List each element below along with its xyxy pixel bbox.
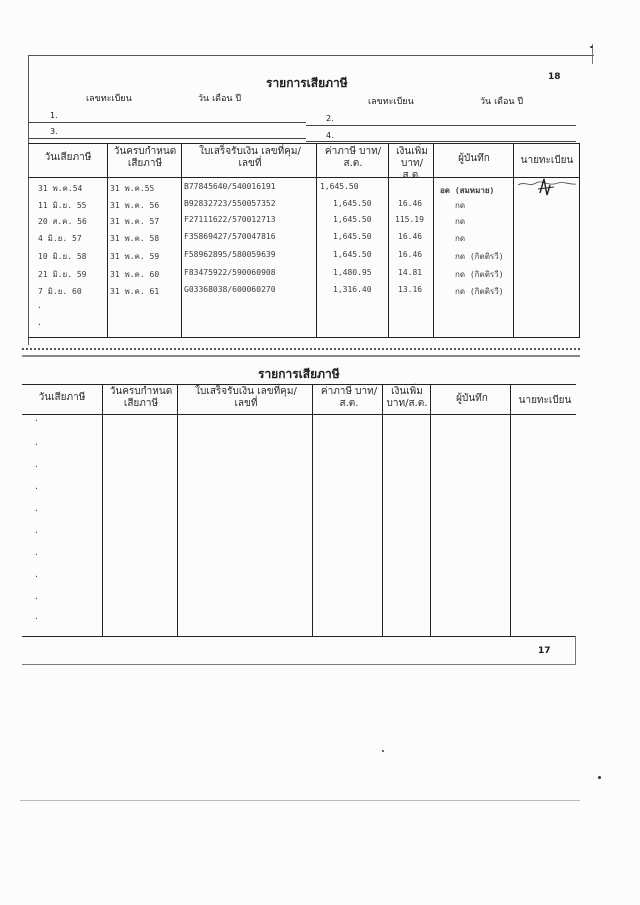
col-registrar: นายทะเบียน xyxy=(518,395,572,406)
row-surcharge: 16.46 xyxy=(398,250,423,259)
scan-speck xyxy=(382,750,384,752)
row-tax-date: 20 ส.ค. 56 xyxy=(38,217,87,226)
col-recorder: ผู้บันทึก xyxy=(456,393,488,404)
row-tax-date: 7 มิ.ย. 60 xyxy=(38,287,82,296)
row-tax: 1,645.50 xyxy=(320,182,359,191)
registrar-signature xyxy=(514,175,580,201)
col-due-date: วันครบกำหนด เสียภาษี xyxy=(109,386,173,409)
reg-label-1: เลขทะเบียน xyxy=(86,94,132,104)
col-tax-date: วันเสียภาษี xyxy=(44,152,92,163)
row-receipt: F58962895/580059639 xyxy=(184,250,276,259)
item-line-2 xyxy=(306,125,576,126)
scan-speck xyxy=(590,46,593,48)
page-number-top: 18 xyxy=(548,72,561,82)
page-number-bottom: 17 xyxy=(538,646,551,656)
row-tax: 1,645.50 xyxy=(333,215,372,224)
row-marker: · xyxy=(34,550,39,559)
item-2: 2. xyxy=(326,114,334,123)
item-1: 1. xyxy=(50,111,58,120)
row-recorder: กด xyxy=(455,217,466,226)
row-surcharge: 16.46 xyxy=(398,199,423,208)
divider-line xyxy=(22,355,580,356)
row-marker: · xyxy=(34,506,39,515)
item-line-1 xyxy=(28,122,306,123)
col-tax-amount: ค่าภาษี บาท/ส.ต. xyxy=(324,146,382,169)
top-section-title: รายการเสียภาษี xyxy=(266,76,348,90)
row-tax: 1,645.50 xyxy=(333,250,372,259)
row-marker: · xyxy=(34,484,39,493)
row-marker: · xyxy=(34,416,39,425)
scan-speck xyxy=(598,776,601,779)
row-due-date: 31 พ.ค. 60 xyxy=(110,270,160,279)
page-faint-line xyxy=(20,800,580,801)
col-surcharge: เงินเพิ่ม บาท/ส.ต. xyxy=(396,146,428,181)
row-marker: · xyxy=(37,320,42,329)
row-tax-date: 21 มิ.ย. 59 xyxy=(38,270,87,279)
row-receipt: B92832723/550057352 xyxy=(184,199,276,208)
bottom-frame-edge xyxy=(575,636,576,664)
row-receipt: B77845640/540016191 xyxy=(184,182,276,191)
row-due-date: 31 พ.ค. 59 xyxy=(110,252,160,261)
row-due-date: 31 พ.ค.55 xyxy=(110,184,155,193)
col-receipt: ใบเสร็จรับเงิน เลขที่คุม/เลขที่ xyxy=(199,146,301,169)
col-surcharge: เงินเพิ่ม บาท/ส.ต. xyxy=(386,386,428,409)
row-recorder: อด (สมหมาย) xyxy=(440,186,495,195)
row-tax: 1,645.50 xyxy=(333,199,372,208)
row-marker: · xyxy=(34,614,39,623)
row-recorder: กด xyxy=(455,201,466,210)
row-due-date: 31 พ.ค. 61 xyxy=(110,287,160,296)
col-recorder: ผู้บันทึก xyxy=(458,153,490,164)
col-tax-date: วันเสียภาษี xyxy=(38,392,86,403)
row-marker: · xyxy=(34,594,39,603)
row-receipt: F35869427/570047816 xyxy=(184,232,276,241)
row-surcharge: 115.19 xyxy=(395,215,424,224)
row-receipt: G03368038/600060270 xyxy=(184,285,276,294)
row-surcharge: 13.16 xyxy=(398,285,423,294)
row-recorder: กด (กิตติรวี) xyxy=(455,252,504,261)
row-surcharge: 14.81 xyxy=(398,268,423,277)
row-tax: 1,316.40 xyxy=(333,285,372,294)
row-receipt: F83475922/590060908 xyxy=(184,268,276,277)
row-recorder: กด (กิตติรวี) xyxy=(455,270,504,279)
item-3: 3. xyxy=(50,127,58,136)
col-registrar: นายทะเบียน xyxy=(520,155,574,166)
item-line-4 xyxy=(306,141,576,142)
row-due-date: 31 พ.ค. 57 xyxy=(110,217,160,226)
row-marker: · xyxy=(34,572,39,581)
date-label-2: วัน เดือน ปี xyxy=(480,97,524,107)
bottom-frame-line xyxy=(22,664,576,665)
row-tax-date: 31 พ.ค.54 xyxy=(38,184,83,193)
row-tax-date: 4 มิ.ย. 57 xyxy=(38,234,82,243)
row-marker: · xyxy=(34,528,39,537)
row-due-date: 31 พ.ค. 58 xyxy=(110,234,160,243)
row-tax: 1,645.50 xyxy=(333,232,372,241)
reg-label-2: เลขทะเบียน xyxy=(368,97,414,107)
col-tax-amount: ค่าภาษี บาท/ส.ต. xyxy=(320,386,378,409)
row-marker: · xyxy=(34,462,39,471)
item-4: 4. xyxy=(326,131,334,140)
row-due-date: 31 พ.ค. 56 xyxy=(110,201,160,210)
row-marker: · xyxy=(37,303,42,312)
row-receipt: F27111622/570012713 xyxy=(184,215,276,224)
row-recorder: กด xyxy=(455,234,466,243)
left-border xyxy=(28,55,29,345)
row-tax-date: 11 มิ.ย. 55 xyxy=(38,201,87,210)
row-surcharge: 16.46 xyxy=(398,232,423,241)
date-label-1: วัน เดือน ปี xyxy=(198,94,242,104)
row-tax: 1,480.95 xyxy=(333,268,372,277)
bottom-section-title: รายการเสียภาษี xyxy=(258,367,340,381)
row-recorder: กด (กิตติรวี) xyxy=(455,287,504,296)
row-marker: · xyxy=(34,440,39,449)
item-line-3 xyxy=(28,138,306,139)
col-due-date: วันครบกำหนด เสียภาษี xyxy=(113,146,177,169)
col-receipt: ใบเสร็จรับเงิน เลขที่คุม/เลขที่ xyxy=(195,386,297,409)
top-border xyxy=(28,55,594,56)
row-tax-date: 10 มิ.ย. 58 xyxy=(38,252,87,261)
